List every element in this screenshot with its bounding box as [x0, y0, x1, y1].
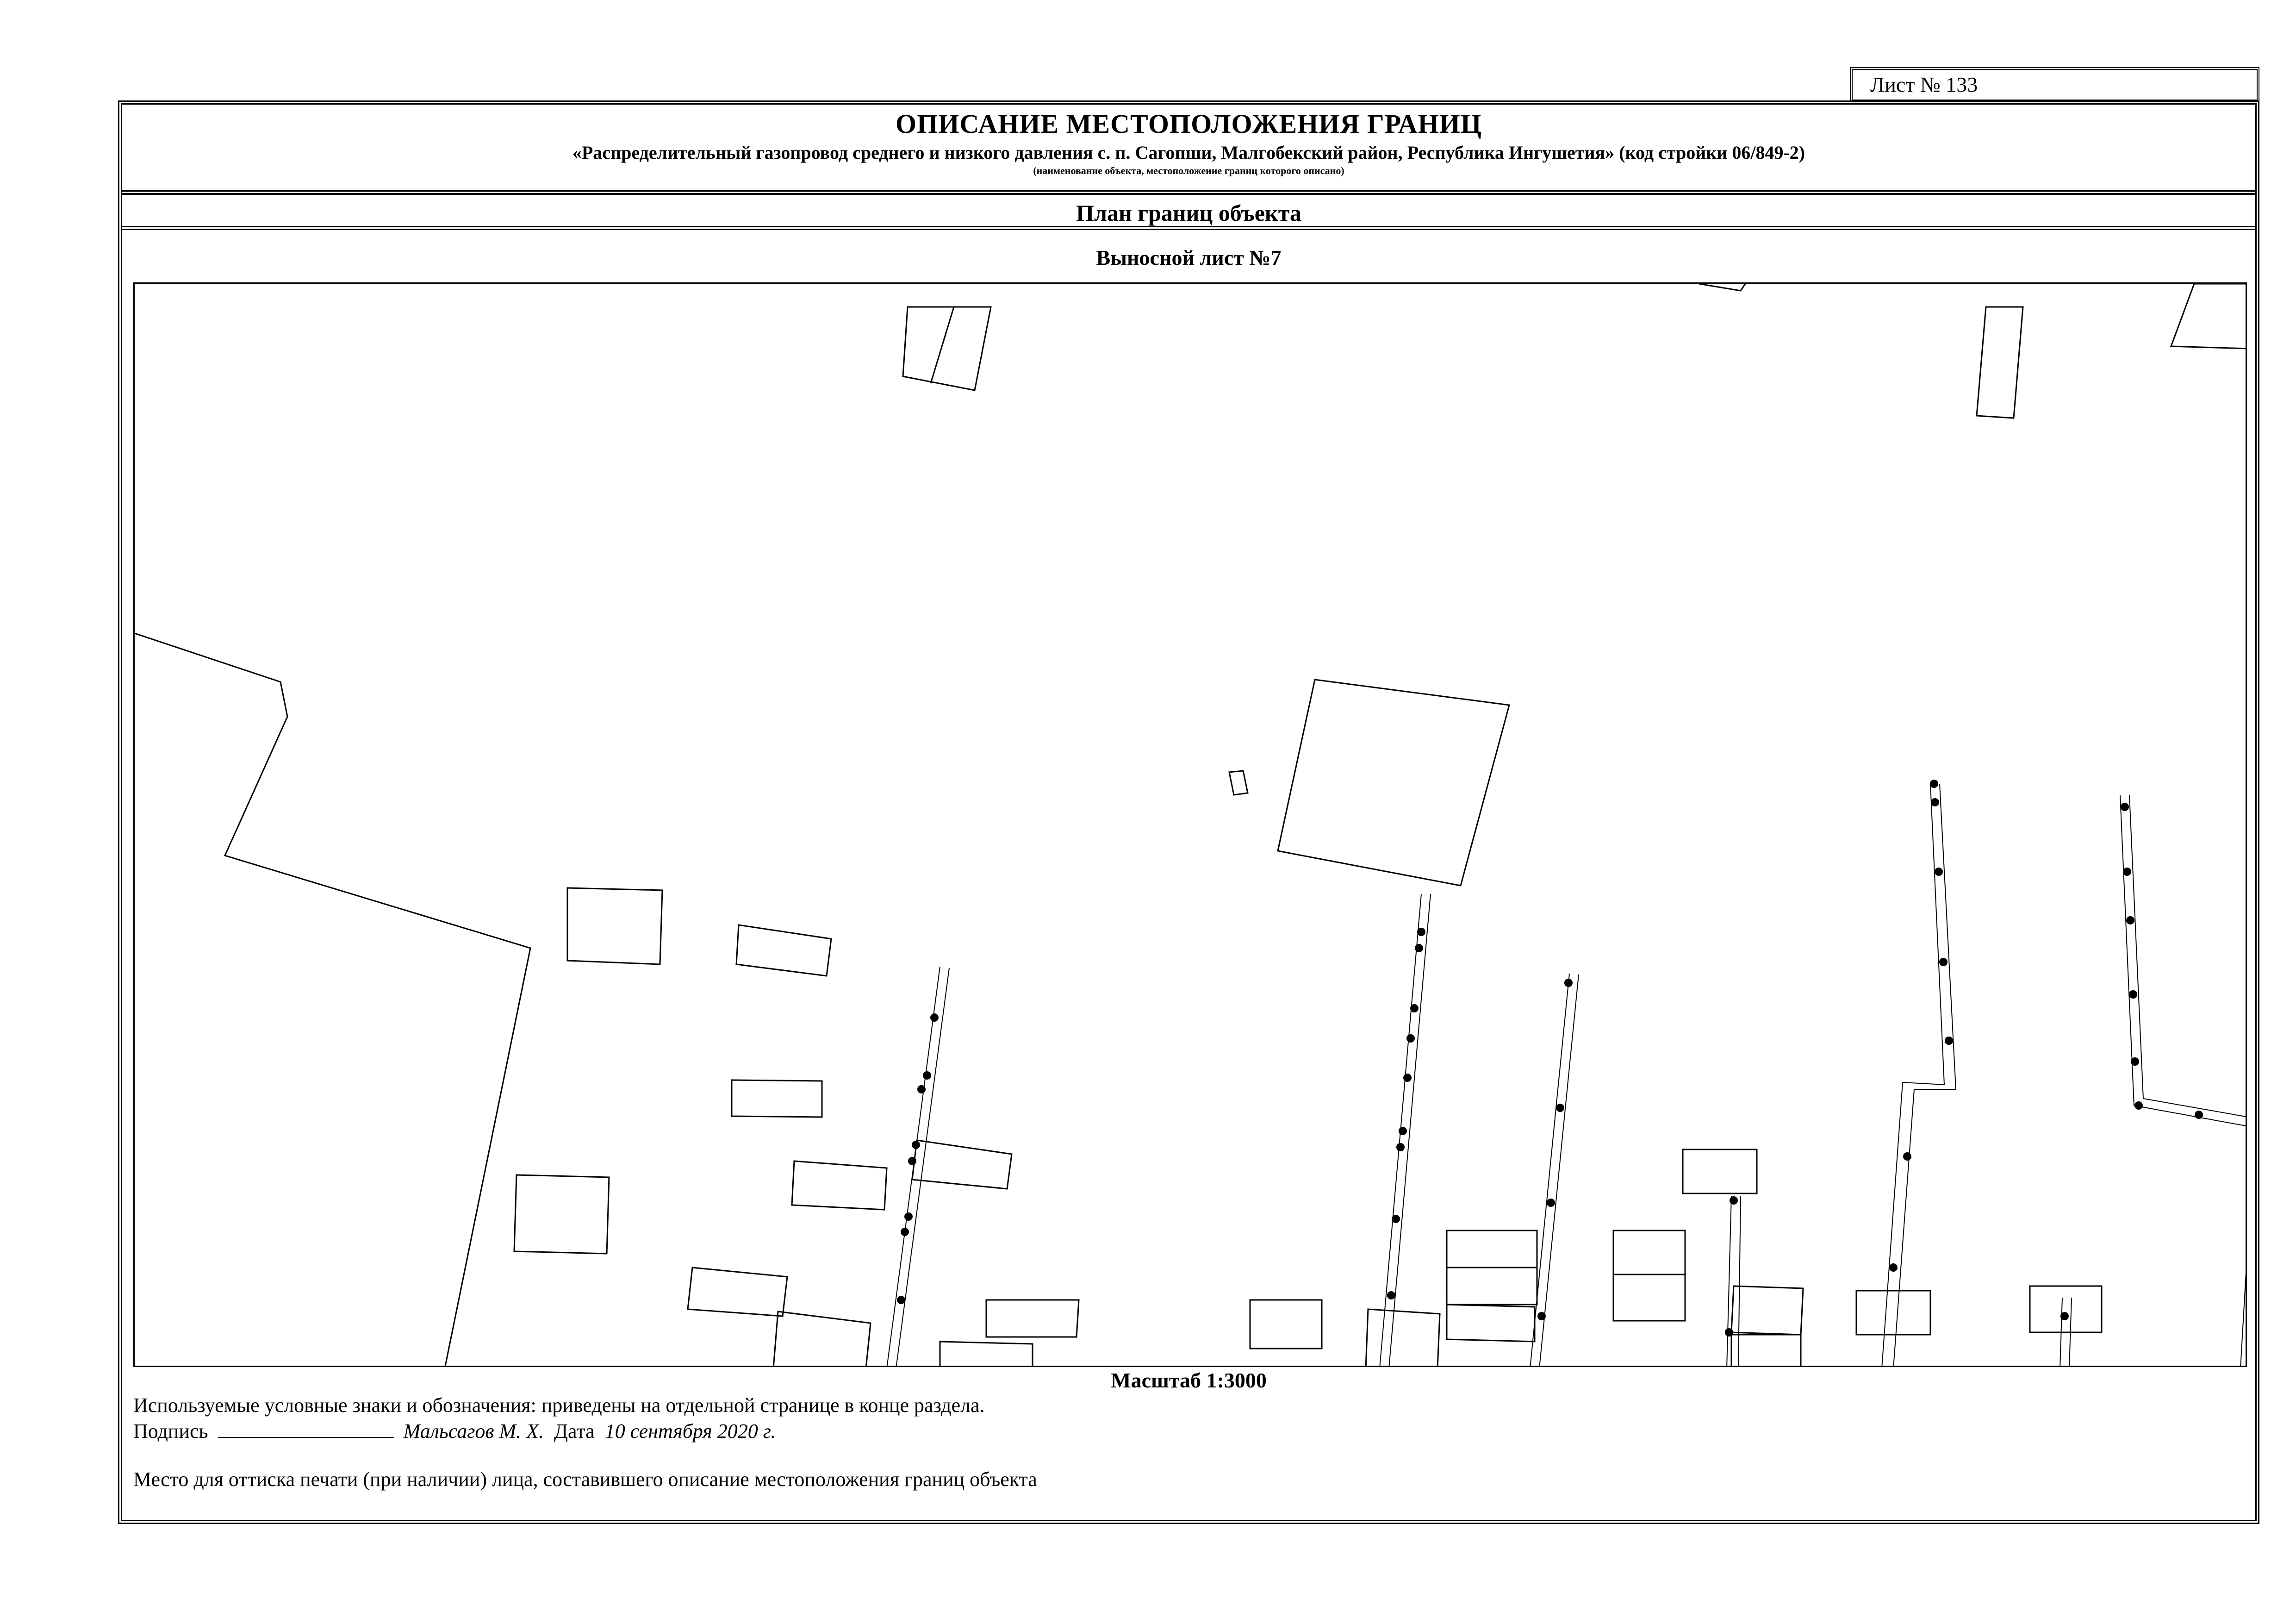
stamp-placeholder: Место для оттиска печати (при наличии) лица, составившего описание местоположения границ объекта — [133, 1468, 1037, 1491]
boundary-point — [897, 1296, 905, 1304]
boundary-point — [2195, 1111, 2203, 1119]
building-outline — [773, 1312, 871, 1367]
boundary-point — [2060, 1312, 2069, 1320]
boundary-point — [1403, 1074, 1412, 1082]
building-outline — [1683, 1149, 1757, 1193]
boundary-point — [1396, 1143, 1405, 1151]
boundary-point — [904, 1212, 913, 1221]
building-outline — [688, 1268, 787, 1316]
pipeline-corridor — [1727, 1196, 1741, 1367]
building-outline — [2030, 1286, 2102, 1332]
boundary-point — [1939, 958, 1948, 966]
boundary-point — [923, 1071, 931, 1080]
parcel-outline — [903, 307, 991, 390]
building-outline — [1856, 1291, 1930, 1335]
boundary-point — [1945, 1037, 1953, 1045]
boundary-point — [1889, 1263, 1898, 1272]
parcel-outline — [2171, 284, 2247, 349]
building-outline — [1613, 1274, 1685, 1321]
object-name-note: (наименование объекта, местоположение границ которого описано) — [1033, 165, 1344, 176]
boundary-point — [1415, 944, 1423, 952]
boundary-point — [1935, 868, 1943, 876]
plan-drawing — [135, 284, 2247, 1367]
signature-line — [133, 1419, 776, 1443]
pipeline-corridor — [1882, 784, 1956, 1367]
boundary-point — [1537, 1312, 1546, 1320]
boundary-point — [912, 1141, 920, 1149]
signature-blank — [218, 1421, 394, 1438]
boundary-point — [917, 1085, 926, 1093]
document-title: ОПИСАНИЕ МЕСТОПОЛОЖЕНИЯ ГРАНИЦ — [895, 109, 1482, 139]
boundary-point — [1392, 1215, 1400, 1223]
boundary-plan-map — [133, 282, 2247, 1367]
boundary-point — [1930, 780, 1938, 788]
boundary-point — [2131, 1057, 2139, 1066]
boundary-point — [930, 1013, 939, 1022]
boundary-point — [1931, 798, 1939, 806]
boundary-point — [901, 1228, 909, 1236]
building-outline — [1731, 1286, 1803, 1335]
boundary-point — [1417, 928, 1425, 936]
building-outline — [514, 1175, 609, 1254]
parcel-outline — [931, 307, 954, 383]
boundary-point — [2121, 803, 2129, 811]
building-outline — [912, 1140, 1012, 1189]
plan-section-title: План границ объекта — [122, 195, 2256, 230]
exhibit-title: Выносной лист №7 — [1096, 246, 1282, 269]
building-outline — [1366, 1309, 1440, 1367]
building-outline — [1447, 1268, 1537, 1305]
pipeline-corridor — [887, 967, 949, 1367]
building-outline — [1731, 1335, 1801, 1367]
building-outline — [986, 1300, 1079, 1337]
boundary-point — [1903, 1152, 1911, 1161]
boundary-point — [2134, 1101, 2143, 1110]
boundary-point — [2123, 868, 2131, 876]
signature-label: Подпись — [133, 1420, 208, 1443]
sheet-number: Лист № 133 — [1850, 67, 2259, 102]
building-outline — [1613, 1230, 1685, 1274]
boundary-point — [1547, 1199, 1555, 1207]
building-outline — [940, 1342, 1033, 1367]
building-outline — [736, 925, 831, 976]
pipeline-corridor — [1530, 974, 1579, 1367]
building-outline — [567, 888, 662, 964]
object-name: «Распределительный газопровод среднего и низкого давления с. п. Сагопши, Малгобекский район, Республика Ингушетия» (код стройки 06/849-2) — [572, 142, 1805, 163]
date-value: 10 сентября 2020 г. — [604, 1420, 776, 1443]
building-outline — [732, 1080, 822, 1117]
boundary-point — [1725, 1328, 1733, 1337]
boundary-point — [1387, 1291, 1395, 1299]
building-outline — [792, 1161, 887, 1210]
map-scale: Масштаб 1:3000 — [1111, 1368, 1267, 1392]
signer-name: Мальсагов М. Х. — [403, 1420, 544, 1443]
parcel-outline — [1229, 771, 1248, 795]
pipeline-corridor — [2240, 1233, 2247, 1367]
boundary-point — [1556, 1104, 1564, 1112]
boundary-point — [908, 1157, 916, 1165]
building-outline — [1447, 1230, 1537, 1268]
boundary-point — [1410, 1004, 1419, 1012]
boundary-point — [1399, 1127, 1407, 1135]
building-outline — [1447, 1305, 1535, 1342]
legend-note: Используемые условные знаки и обозначения: приведены на отдельной странице в конце раздела. — [133, 1394, 985, 1417]
boundary-point — [2129, 990, 2137, 999]
boundary-point — [1564, 979, 1573, 987]
parcel-outline — [1977, 307, 2023, 418]
boundary-point — [2126, 916, 2134, 924]
parcel-outline — [1699, 284, 1745, 291]
boundary-point — [1730, 1196, 1738, 1205]
boundary-point — [1406, 1034, 1415, 1043]
date-label: Дата — [554, 1420, 595, 1443]
building-outline — [1250, 1300, 1322, 1349]
pipeline-corridor — [2120, 795, 2247, 1126]
parcel-outline — [135, 633, 530, 1367]
parcel-outline — [1278, 680, 1509, 886]
document-header — [122, 105, 2256, 195]
